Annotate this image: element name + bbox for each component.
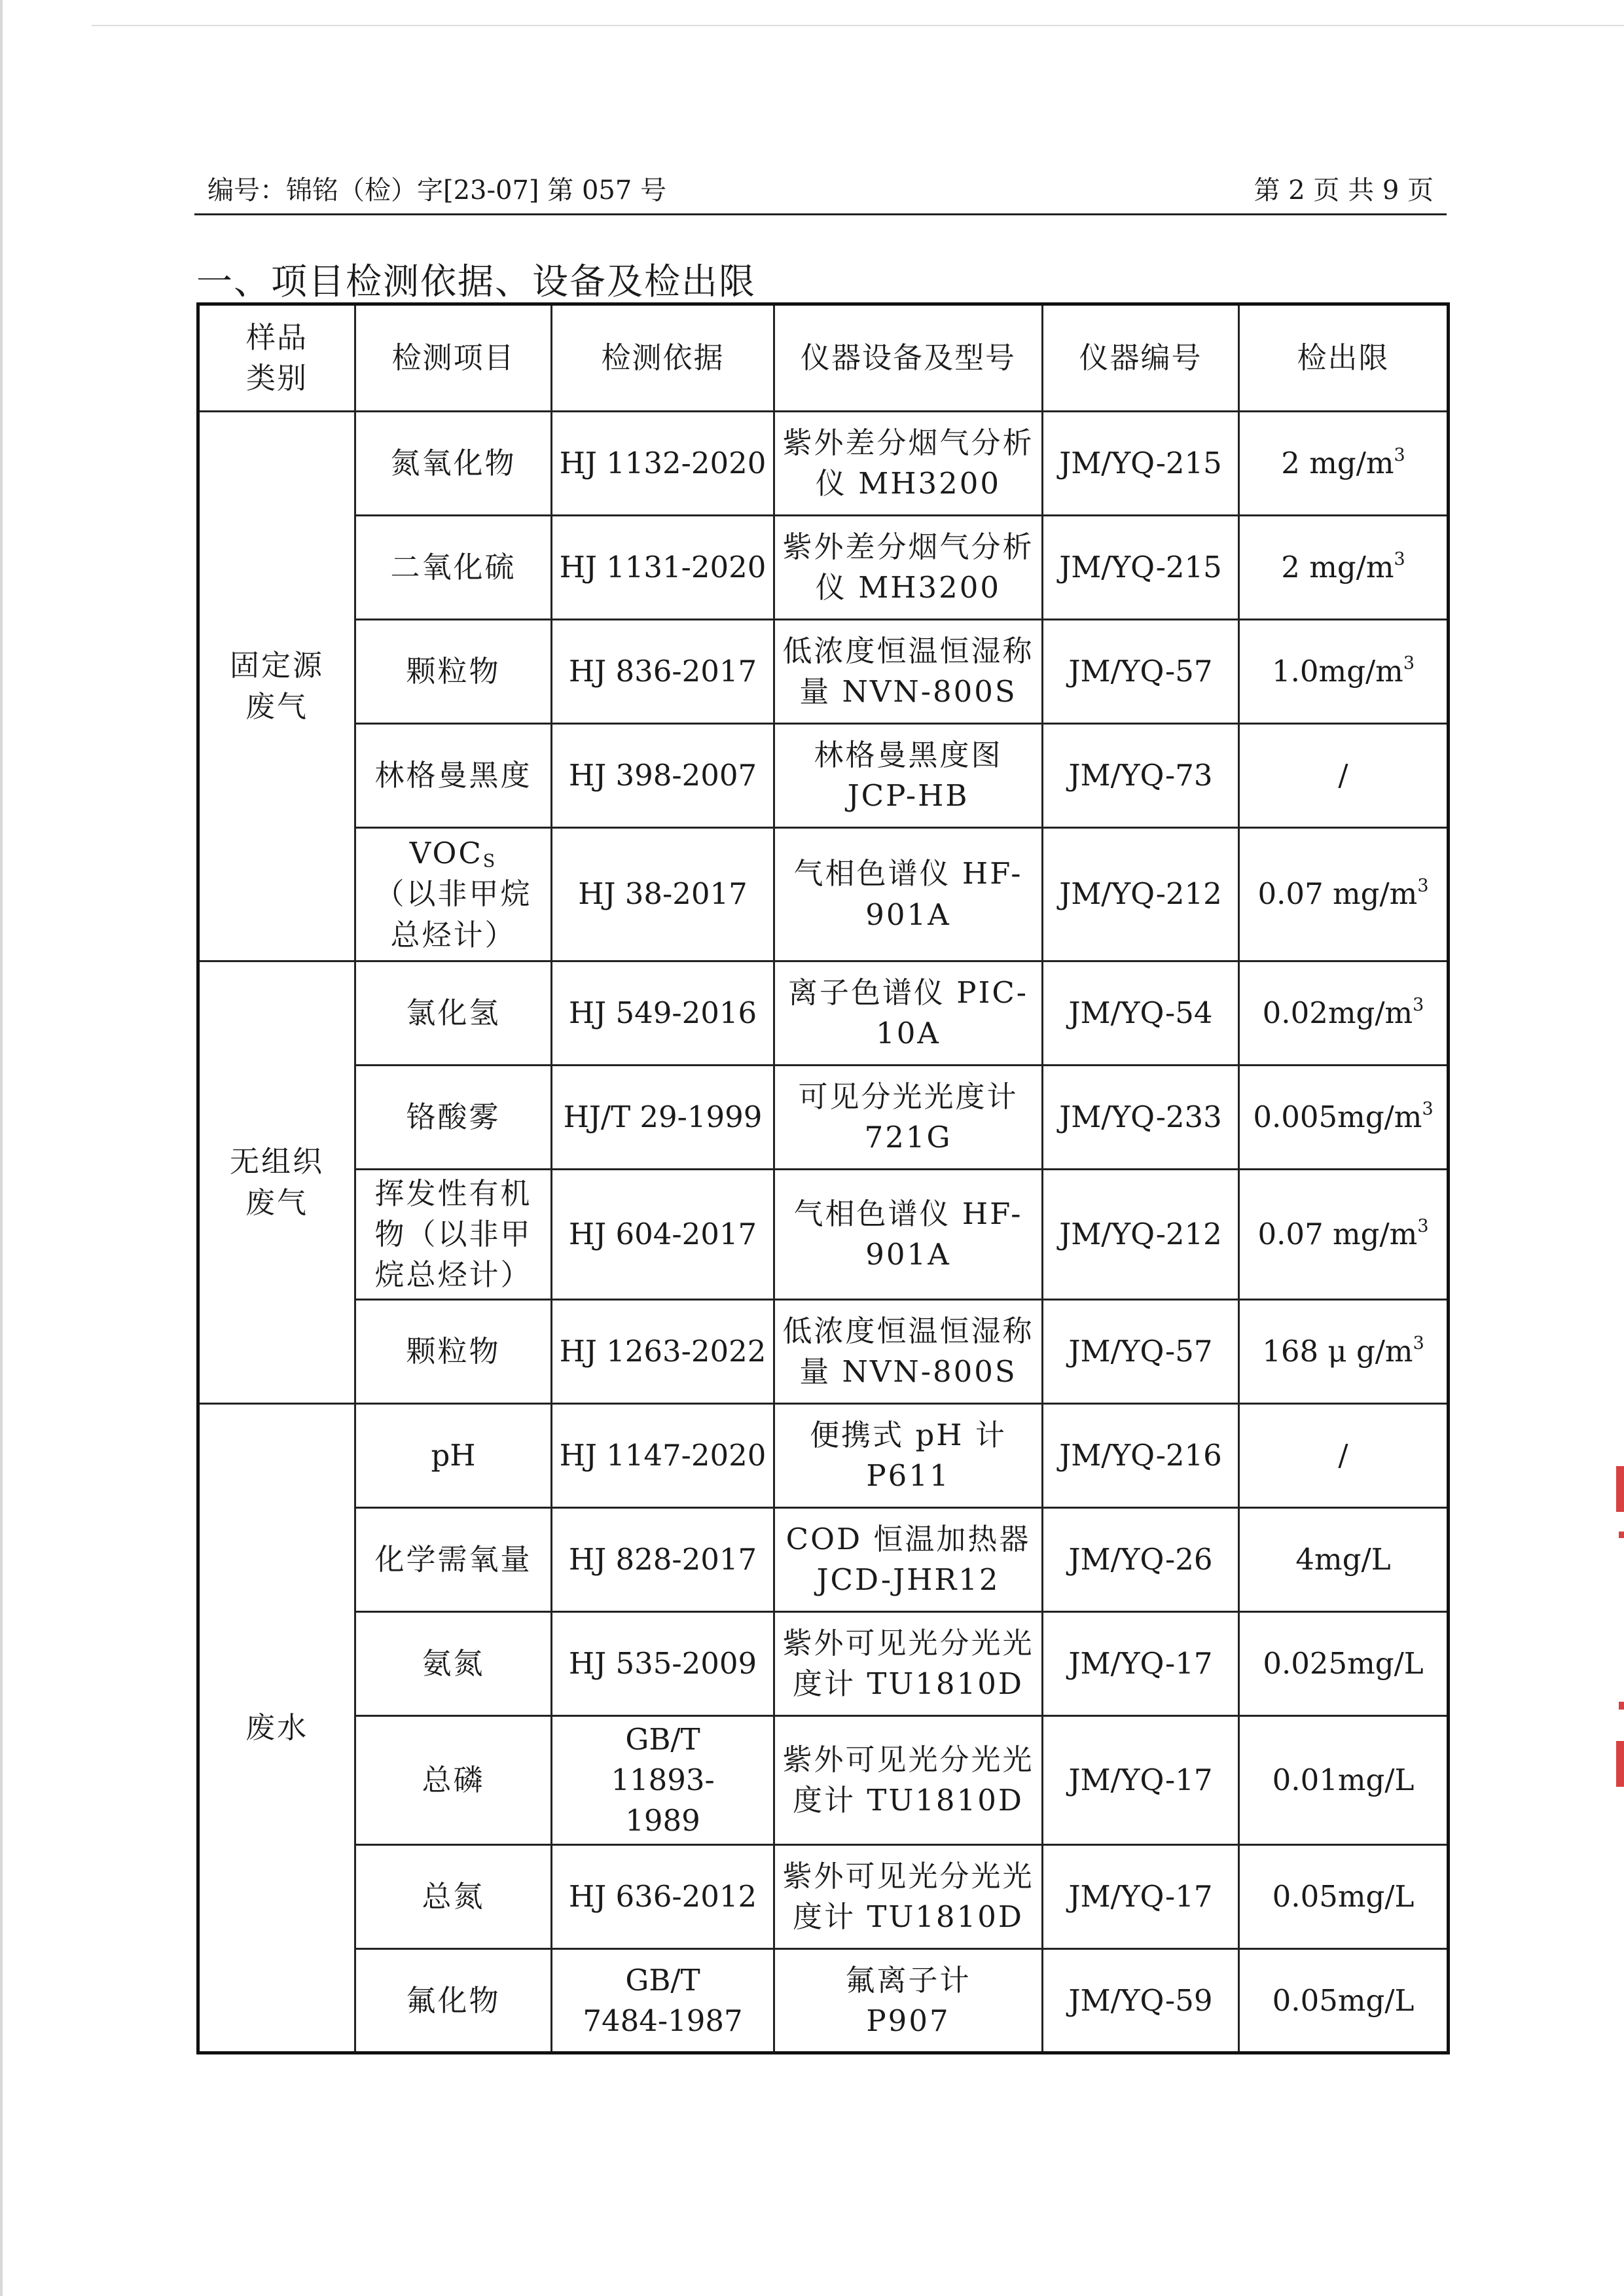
basis-cell: GB/T 11893-1989	[552, 1716, 774, 1845]
limit-cell: 2 $mg/m^3$	[1239, 412, 1449, 516]
instrument-cell: COD 恒温加热器 JCD-JHR12	[774, 1508, 1043, 1612]
seal-edge-mark	[1616, 1466, 1624, 1512]
item-cell: 总氮	[355, 1845, 552, 1949]
basis-cell: HJ 836-2017	[552, 620, 774, 724]
code-cell: JM/YQ-215	[1043, 516, 1239, 620]
detection-table	[196, 302, 1450, 2054]
table-header-row	[198, 304, 1449, 412]
col-header-basis: 检测依据	[552, 304, 774, 412]
item-cell: 化学需氧量	[355, 1508, 552, 1612]
code-cell: JM/YQ-17	[1043, 1716, 1239, 1845]
seal-edge-mark	[1616, 1741, 1624, 1787]
table-row	[198, 1066, 1449, 1170]
table-row	[198, 1845, 1449, 1949]
code-cell: JM/YQ-17	[1043, 1845, 1239, 1949]
basis-cell: HJ/T 29-1999	[552, 1066, 774, 1170]
table-row	[198, 1949, 1449, 2053]
basis-cell: HJ 1132-2020	[552, 412, 774, 516]
page-header	[194, 171, 1447, 215]
limit-cell: 0.07 $mg/m^3$	[1239, 1170, 1449, 1300]
basis-cell: HJ 1263-2022	[552, 1300, 774, 1404]
document-number: 编号：锦铭（检）字[23-07] 第 057 号	[208, 175, 667, 206]
category-cell: 固定源废气	[198, 412, 355, 961]
basis-cell: HJ 636-2012	[552, 1845, 774, 1949]
code-cell: JM/YQ-59	[1043, 1949, 1239, 2053]
page-info: 第 2 页 共 9 页	[1254, 175, 1434, 206]
basis-cell: HJ 1131-2020	[552, 516, 774, 620]
limit-cell: /	[1239, 1404, 1449, 1508]
instrument-cell: 紫外可见光分光光度计 TU1810D	[774, 1716, 1043, 1845]
table-row	[198, 1300, 1449, 1404]
item-cell: 铬酸雾	[355, 1066, 552, 1170]
limit-cell: /	[1239, 724, 1449, 828]
item-cell: $VOC_S$ （以非甲烷总烃计）	[355, 828, 552, 961]
table-row	[198, 1716, 1449, 1845]
col-header-limit: 检出限	[1239, 304, 1449, 412]
table-row	[198, 961, 1449, 1066]
basis-cell: GB/T 7484-1987	[552, 1949, 774, 2053]
table-row	[198, 516, 1449, 620]
instrument-cell: 氟离子计 P907	[774, 1949, 1043, 2053]
limit-cell: $1.0mg/m^3$	[1239, 620, 1449, 724]
code-cell: JM/YQ-57	[1043, 1300, 1239, 1404]
limit-cell: 2 $mg/m^3$	[1239, 516, 1449, 620]
instrument-cell: 紫外可见光分光光度计 TU1810D	[774, 1612, 1043, 1716]
instrument-cell: 紫外可见光分光光度计 TU1810D	[774, 1845, 1043, 1949]
category-cell: 无组织废气	[198, 961, 355, 1404]
limit-cell: 0.01mg/L	[1239, 1716, 1449, 1845]
code-cell: JM/YQ-17	[1043, 1612, 1239, 1716]
table-row	[198, 412, 1449, 516]
code-cell: JM/YQ-73	[1043, 724, 1239, 828]
item-cell: 氯化氢	[355, 961, 552, 1066]
item-cell: 颗粒物	[355, 1300, 552, 1404]
instrument-cell: 离子色谱仪 PIC-10A	[774, 961, 1043, 1066]
basis-cell: HJ 38-2017	[552, 828, 774, 961]
item-cell: pH	[355, 1404, 552, 1508]
col-header-instrument: 仪器设备及型号	[774, 304, 1043, 412]
page-top-edge	[92, 25, 1624, 26]
seal-edge-mark	[1619, 1702, 1624, 1710]
code-cell: JM/YQ-57	[1043, 620, 1239, 724]
item-cell: 二氧化硫	[355, 516, 552, 620]
col-header-code: 仪器编号	[1043, 304, 1239, 412]
item-cell: 氮氧化物	[355, 412, 552, 516]
item-cell: 林格曼黑度	[355, 724, 552, 828]
basis-cell: HJ 549-2016	[552, 961, 774, 1066]
table-row	[198, 828, 1449, 961]
instrument-cell: 林格曼黑度图 JCP-HB	[774, 724, 1043, 828]
seal-edge-mark	[1619, 1532, 1624, 1538]
table-row	[198, 1404, 1449, 1508]
item-cell: 挥发性有机物（以非甲烷总烃计）	[355, 1170, 552, 1300]
item-cell: 氟化物	[355, 1949, 552, 2053]
limit-cell: 0.025mg/L	[1239, 1612, 1449, 1716]
limit-cell: 0.07 $mg/m^3$	[1239, 828, 1449, 961]
table-row	[198, 1508, 1449, 1612]
instrument-cell: 气相色谱仪 HF-901A	[774, 828, 1043, 961]
col-header-category: 样品类别	[198, 304, 355, 412]
table-row	[198, 1612, 1449, 1716]
code-cell: JM/YQ-233	[1043, 1066, 1239, 1170]
item-cell: 颗粒物	[355, 620, 552, 724]
instrument-cell: 可见分光光度计 721G	[774, 1066, 1043, 1170]
basis-cell: HJ 398-2007	[552, 724, 774, 828]
item-cell: 氨氮	[355, 1612, 552, 1716]
limit-cell: 0.05mg/L	[1239, 1845, 1449, 1949]
table-row	[198, 724, 1449, 828]
page-left-edge	[0, 0, 3, 2296]
limit-cell: $0.02mg/m^3$	[1239, 961, 1449, 1066]
code-cell: JM/YQ-216	[1043, 1404, 1239, 1508]
limit-cell: 4mg/L	[1239, 1508, 1449, 1612]
basis-cell: HJ 604-2017	[552, 1170, 774, 1300]
table-row	[198, 1170, 1449, 1300]
code-cell: JM/YQ-215	[1043, 412, 1239, 516]
section-title: 一、项目检测依据、设备及检出限	[196, 260, 757, 302]
col-header-item: 检测项目	[355, 304, 552, 412]
code-cell: JM/YQ-212	[1043, 1170, 1239, 1300]
item-cell: 总磷	[355, 1716, 552, 1845]
code-cell: JM/YQ-54	[1043, 961, 1239, 1066]
basis-cell: HJ 535-2009	[552, 1612, 774, 1716]
basis-cell: HJ 828-2017	[552, 1508, 774, 1612]
code-cell: JM/YQ-26	[1043, 1508, 1239, 1612]
basis-cell: HJ 1147-2020	[552, 1404, 774, 1508]
instrument-cell: 紫外差分烟气分析仪 MH3200	[774, 412, 1043, 516]
instrument-cell: 便携式 pH 计 P611	[774, 1404, 1043, 1508]
limit-cell: 0.05mg/L	[1239, 1949, 1449, 2053]
limit-cell: 168 μ $g/m^3$	[1239, 1300, 1449, 1404]
limit-cell: $0.005mg/m^3$	[1239, 1066, 1449, 1170]
table-row	[198, 620, 1449, 724]
instrument-cell: 气相色谱仪 HF-901A	[774, 1170, 1043, 1300]
instrument-cell: 紫外差分烟气分析仪 MH3200	[774, 516, 1043, 620]
category-cell: 废水	[198, 1404, 355, 2053]
instrument-cell: 低浓度恒温恒湿称量 NVN-800S	[774, 620, 1043, 724]
instrument-cell: 低浓度恒温恒湿称量 NVN-800S	[774, 1300, 1043, 1404]
code-cell: JM/YQ-212	[1043, 828, 1239, 961]
